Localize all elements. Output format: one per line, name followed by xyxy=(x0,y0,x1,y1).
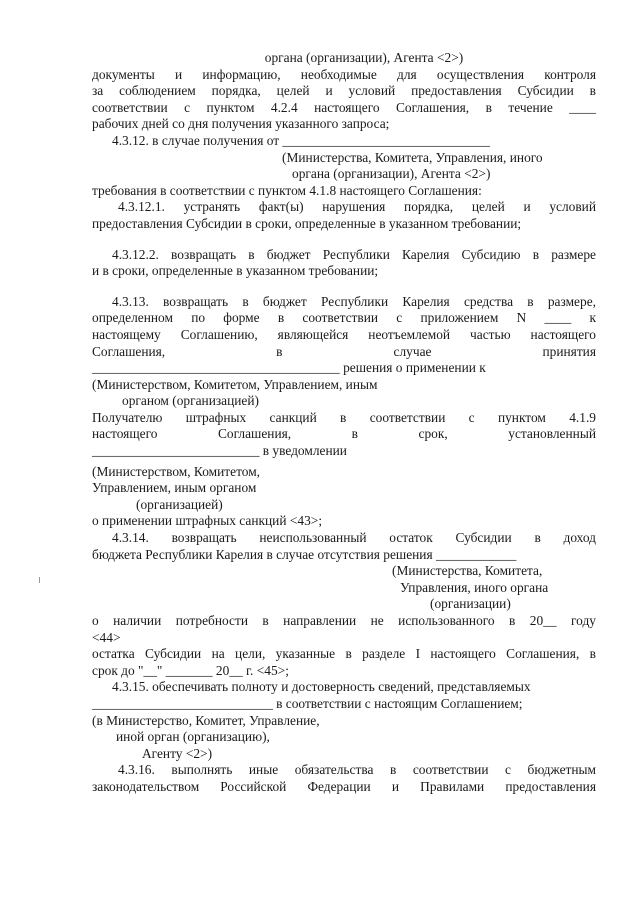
text-line: (Министерства, Комитета, Управления, иного xyxy=(282,149,543,165)
text-line: рабочих дней со дня получения указанного запроса; xyxy=(92,116,390,132)
text-line: органом (организацией) xyxy=(122,393,260,409)
document-page xyxy=(92,50,596,796)
text-line: Агенту <2>) xyxy=(142,745,213,761)
text-line: Получателю штрафных санкций в соответствии с пунктом 4.1.9 xyxy=(92,409,596,425)
text-line: за соблюдением порядка, целей и условий предоставления Субсидии в xyxy=(92,83,596,99)
clause-4-3-15: 4.3.15. обеспечивать полноту и достоверность сведений, представляемых xyxy=(112,679,531,695)
clause-4-3-16: 4.3.16. выполнять иные обязательства в соответствии с бюджетным xyxy=(118,762,596,778)
text-line: соответствии с пунктом 4.2.4 настоящего Соглашения, в течение ____ xyxy=(92,99,596,115)
text-line: и в сроки, определенные в указанном требовании; xyxy=(92,263,379,279)
scan-mark xyxy=(39,577,40,583)
text-line: (в Министерство, Комитет, Управление, xyxy=(92,712,320,728)
text-line: _________________________ в уведомлении xyxy=(92,443,347,459)
text-line: органа (организации), Агента <2>) xyxy=(292,166,491,182)
clause-4-3-12: 4.3.12. в случае получения от _______________________________ xyxy=(112,132,490,148)
text-line: требования в соответствии с пунктом 4.1.8 настоящего Соглашения: xyxy=(92,182,482,198)
text-line: органа (организации), Агента <2>) xyxy=(264,50,464,65)
text-line: ___________________________ в соответствии с настоящим Соглашением; xyxy=(92,695,523,711)
text-line: иной орган (организацию), xyxy=(116,729,270,745)
text-line: настоящего Соглашения, в срок, установленный xyxy=(92,426,596,442)
text-line: документы и информацию, необходимые для осуществления контроля xyxy=(92,66,596,82)
text-line: (Министерства, Комитета, xyxy=(392,563,543,579)
text-line: срок до "__" _______ 20__ г. <45>; xyxy=(92,662,289,678)
clause-4-3-13: 4.3.13. возвращать в бюджет Республики Карелия средства в размере, xyxy=(112,293,596,309)
text-line: о применении штрафных санкций <43>; xyxy=(92,513,323,529)
text-line: Управления, иного органа xyxy=(400,579,549,595)
text-line: настоящему Соглашению, являющейся неотъемлемой частью настоящего xyxy=(92,326,596,342)
text-line: _____________________________________ решения о применении к xyxy=(92,360,486,376)
clause-4-3-12-2: 4.3.12.2. возвращать в бюджет Республики Карелия Субсидию в размере xyxy=(112,246,596,262)
text-line: законодательством Российской Федерации и Правилами предоставления xyxy=(92,778,596,794)
text-line: о наличии потребности в направлении не использованного в 20__ году xyxy=(92,613,596,628)
text-line: (организации) xyxy=(430,596,511,612)
text-line: (Министерством, Комитетом, xyxy=(92,463,261,479)
text-line: бюджета Республики Карелия в случае отсутствия решения ____________ xyxy=(92,546,517,562)
text-line: (организацией) xyxy=(136,496,223,512)
clause-4-3-12-1: 4.3.12.1. устранять факт(ы) нарушения порядка, целей и условий xyxy=(118,199,596,215)
text-line: Управлением, иным органом xyxy=(92,480,257,496)
text-line: Соглашения, в случае принятия xyxy=(92,343,596,359)
text-line: определенном по форме в соответствии с приложением N ____ к xyxy=(92,310,596,326)
text-line: (Министерством, Комитетом, Управлением, иным xyxy=(92,376,378,392)
text-line: остатка Субсидии на цели, указанные в разделе I настоящего Соглашения, в xyxy=(92,646,596,662)
clause-4-3-14: 4.3.14. возвращать неиспользованный остаток Субсидии в доход xyxy=(112,530,596,546)
text-line: <44> xyxy=(92,629,121,645)
text-line: предоставления Субсидии в сроки, определенные в указанном требовании; xyxy=(92,215,522,231)
